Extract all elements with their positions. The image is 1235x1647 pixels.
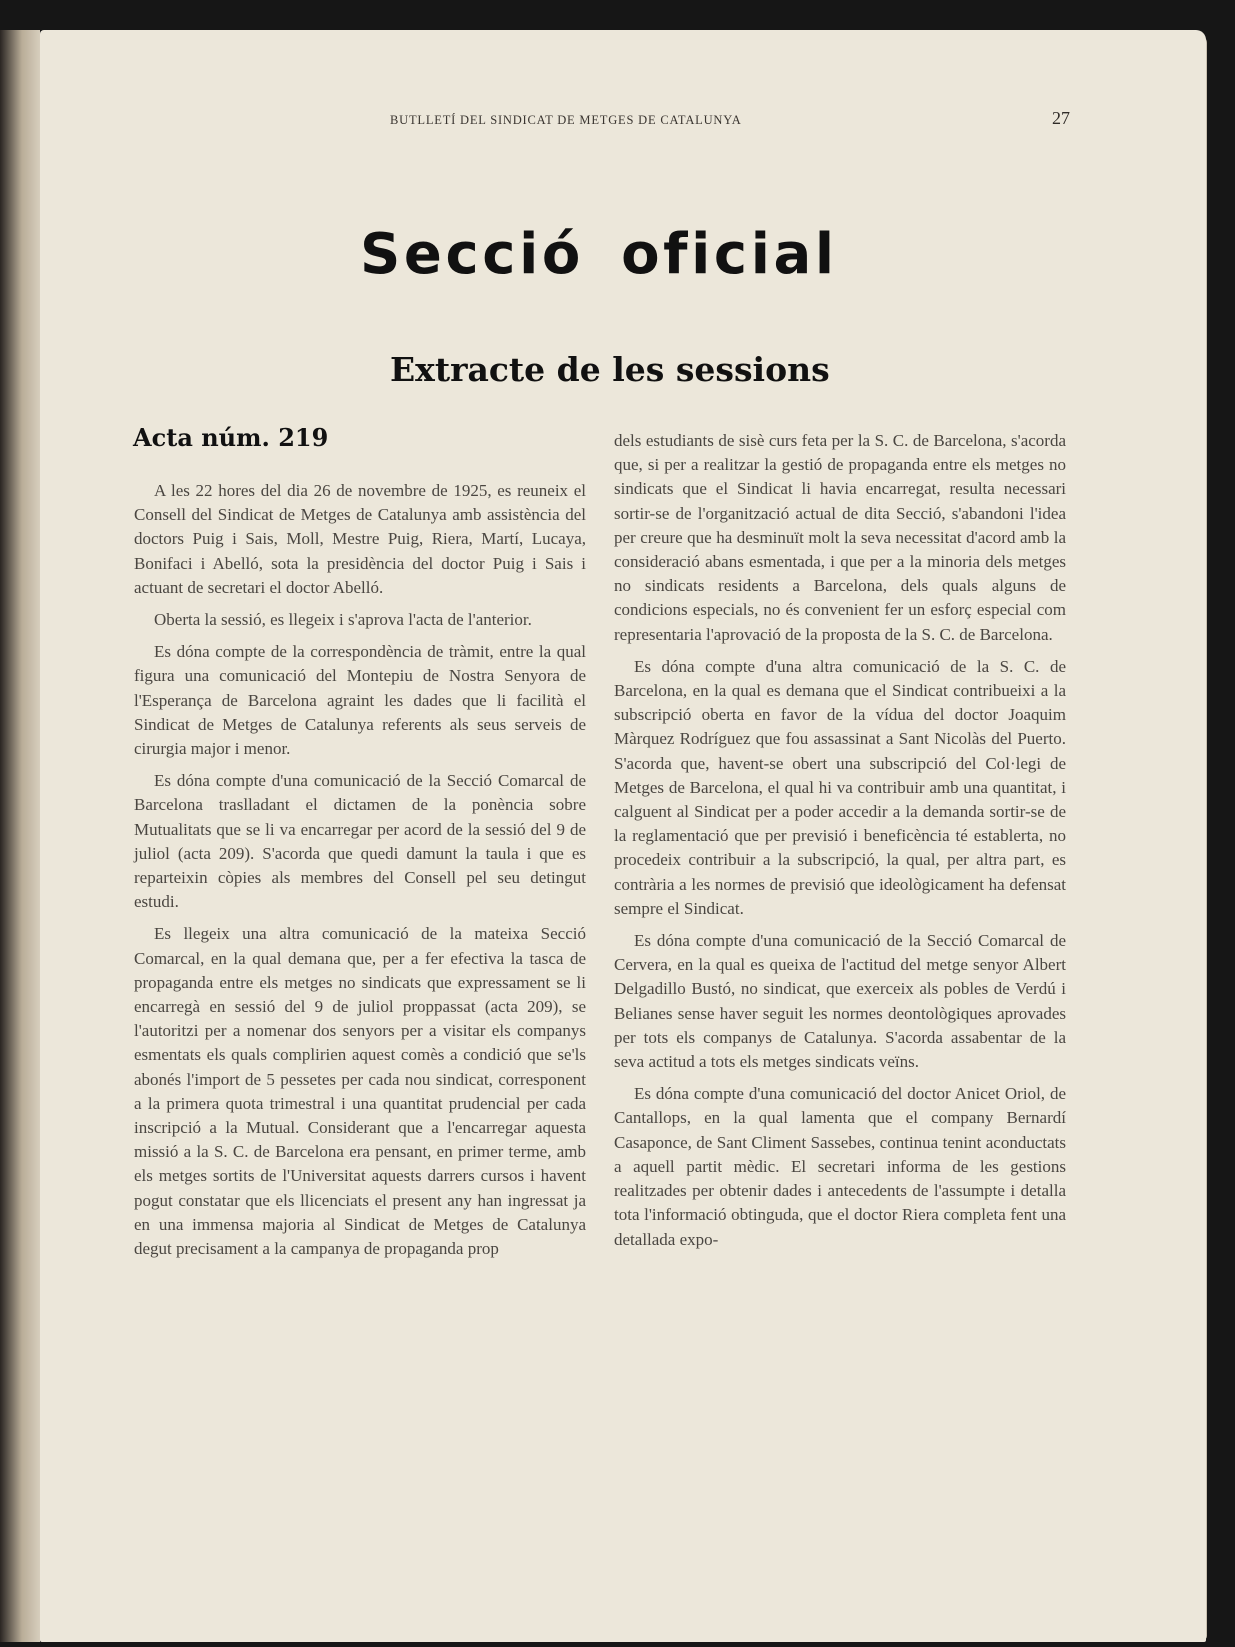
- paragraph: Es dóna compte d'una altra comunicació de la S. C. de Barcelona, en la qual es demana que el Sindicat contribueixi a la subscripció oberta en favor de la vídua del doctor Joaquim Màrquez Rodríguez que fou assassinat a Sant Nicolàs del Puerto. S'acorda que, havent-se obert una subscripció del Col·legi de Metges de Barcelona, el qual hi va contribuir amb una quantitat, i calguent al Sindicat per a poder accedir a la demanda sortir-se de la reglamentació que per previsió i beneficència té establerta, no procedeix contribuir a la subscripció, la qual, per altra part, es contrària a les normes de previsió que ideològicament ha defensat sempre el Sindicat.: [614, 656, 1066, 918]
- page-number: 27: [1052, 108, 1070, 128]
- paragraph: Es dóna compte de la correspondència de tràmit, entre la qual figura una comunicació del Montepiu de Nostra Senyora de l'Esperança de Barcelona agraint les dades que li facilità el Sindicat de Metges de Catalunya referents als seus serveis de cirurgia major i menor.: [134, 642, 586, 759]
- paragraph: Es llegeix una altra comunicació de la mateixa Secció Comarcal, en la qual demana que, per a fer efectiva la tasca de propaganda entre els metges no sindicats que expressament se li encarregà en sessió del 9 de juliol proppassat (acta 209), se l'autoritzi per a nomenar dos senyors per a visitar els companys esmentats els quals complirien aquest comès a condició que se'ls abonés l'import de 5 pessetes per cada nou sindicat, corresponent a la primera quota trimestral i una quantitat prudencial per cada inscripció a la Mutual. Considerant que a l'encarregar aquesta missió a la S. C. de Barcelona era pensant, en primer terme, amb els metges sortits de l'Universitat aquests darrers cursos i havent pogut constatar que els llicenciats el present any han ingressat ja en una immensa majoria al Sindicat de Metges de Catalunya degut precisament a la campanya de propaganda prop: [134, 924, 586, 1259]
- running-header: BUTLLETÍ DEL SINDICAT DE METGES DE CATALUNYA: [390, 113, 742, 127]
- section-title: Secció oficial: [360, 222, 838, 287]
- paragraph: Es dóna compte d'una comunicació del doctor Anicet Oriol, de Cantallops, en la qual lamenta que el company Bernardí Casaponce, de Sant Climent Sassebes, continua tenint aconductats a aquell partit mèdic. El secretari informa de les gestions realitzades per obtenir dades i antecedents de l'assumpte i detalla tota l'informació obtinguda, que el doctor Riera completa fent una detallada expo-: [614, 1084, 1066, 1249]
- paragraph: A les 22 hores del dia 26 de novembre de 1925, es reuneix el Consell del Sindicat de Metges de Catalunya amb assistència del doctors Puig i Sais, Moll, Mestre Puig, Riera, Martí, Lucaya, Bonifaci i Abelló, sota la presidència del doctor Puig i Sais i actuant de secretari el doctor Abelló.: [134, 481, 586, 597]
- paragraph: Es dóna compte d'una comunicació de la Secció Comarcal de Barcelona traslladant el dictamen de la ponència sobre Mutualitats que se li va encarregar per acord de la sessió del 9 de juliol (acta 209). S'acorda que quedi damunt la taula i que es reparteixin còpies als membres del Consell pel seu detingut estudi.: [134, 771, 586, 912]
- act-heading: Acta núm. 219: [133, 423, 329, 452]
- right-column: [614, 429, 1066, 1260]
- paragraph: Es dóna compte d'una comunicació de la Secció Comarcal de Cervera, en la qual es queixa de l'actitud del metge senyor Albert Delgadillo Bustó, no sindicat, que exerceix als pobles de Verdú i Belianes sense haver seguit les normes deontològiques aprovades per tots els companys de Catalunya. S'acorda assabentar de la seva actitud a tots els metges sindicats veïns.: [614, 931, 1066, 1072]
- left-column: [134, 479, 586, 1269]
- paragraph: Oberta la sessió, es llegeix i s'aprova l'acta de l'anterior.: [154, 610, 532, 630]
- page-left-shadow: [0, 30, 40, 1642]
- paragraph: dels estudiants de sisè curs feta per la S. C. de Barcelona, s'acorda que, si per a realitzar la gestió de propaganda entre els metges no sindicats que el Sindicat li havia encarregat, resulta necessari sortir-se de l'organització actual de dita Secció, s'abandoni l'idea per creure que ha desminuït molt la seva necessitat d'acord amb la consideració abans esmentada, i que per a la minoria dels metges no sindicats residents a Barcelona, dels quals alguns de condicions especials, no és convenient fer un esforç especial com representaria l'aprovació de la proposta de la S. C. de Barcelona.: [614, 431, 1066, 644]
- subtitle: Extracte de les sessions: [390, 350, 830, 389]
